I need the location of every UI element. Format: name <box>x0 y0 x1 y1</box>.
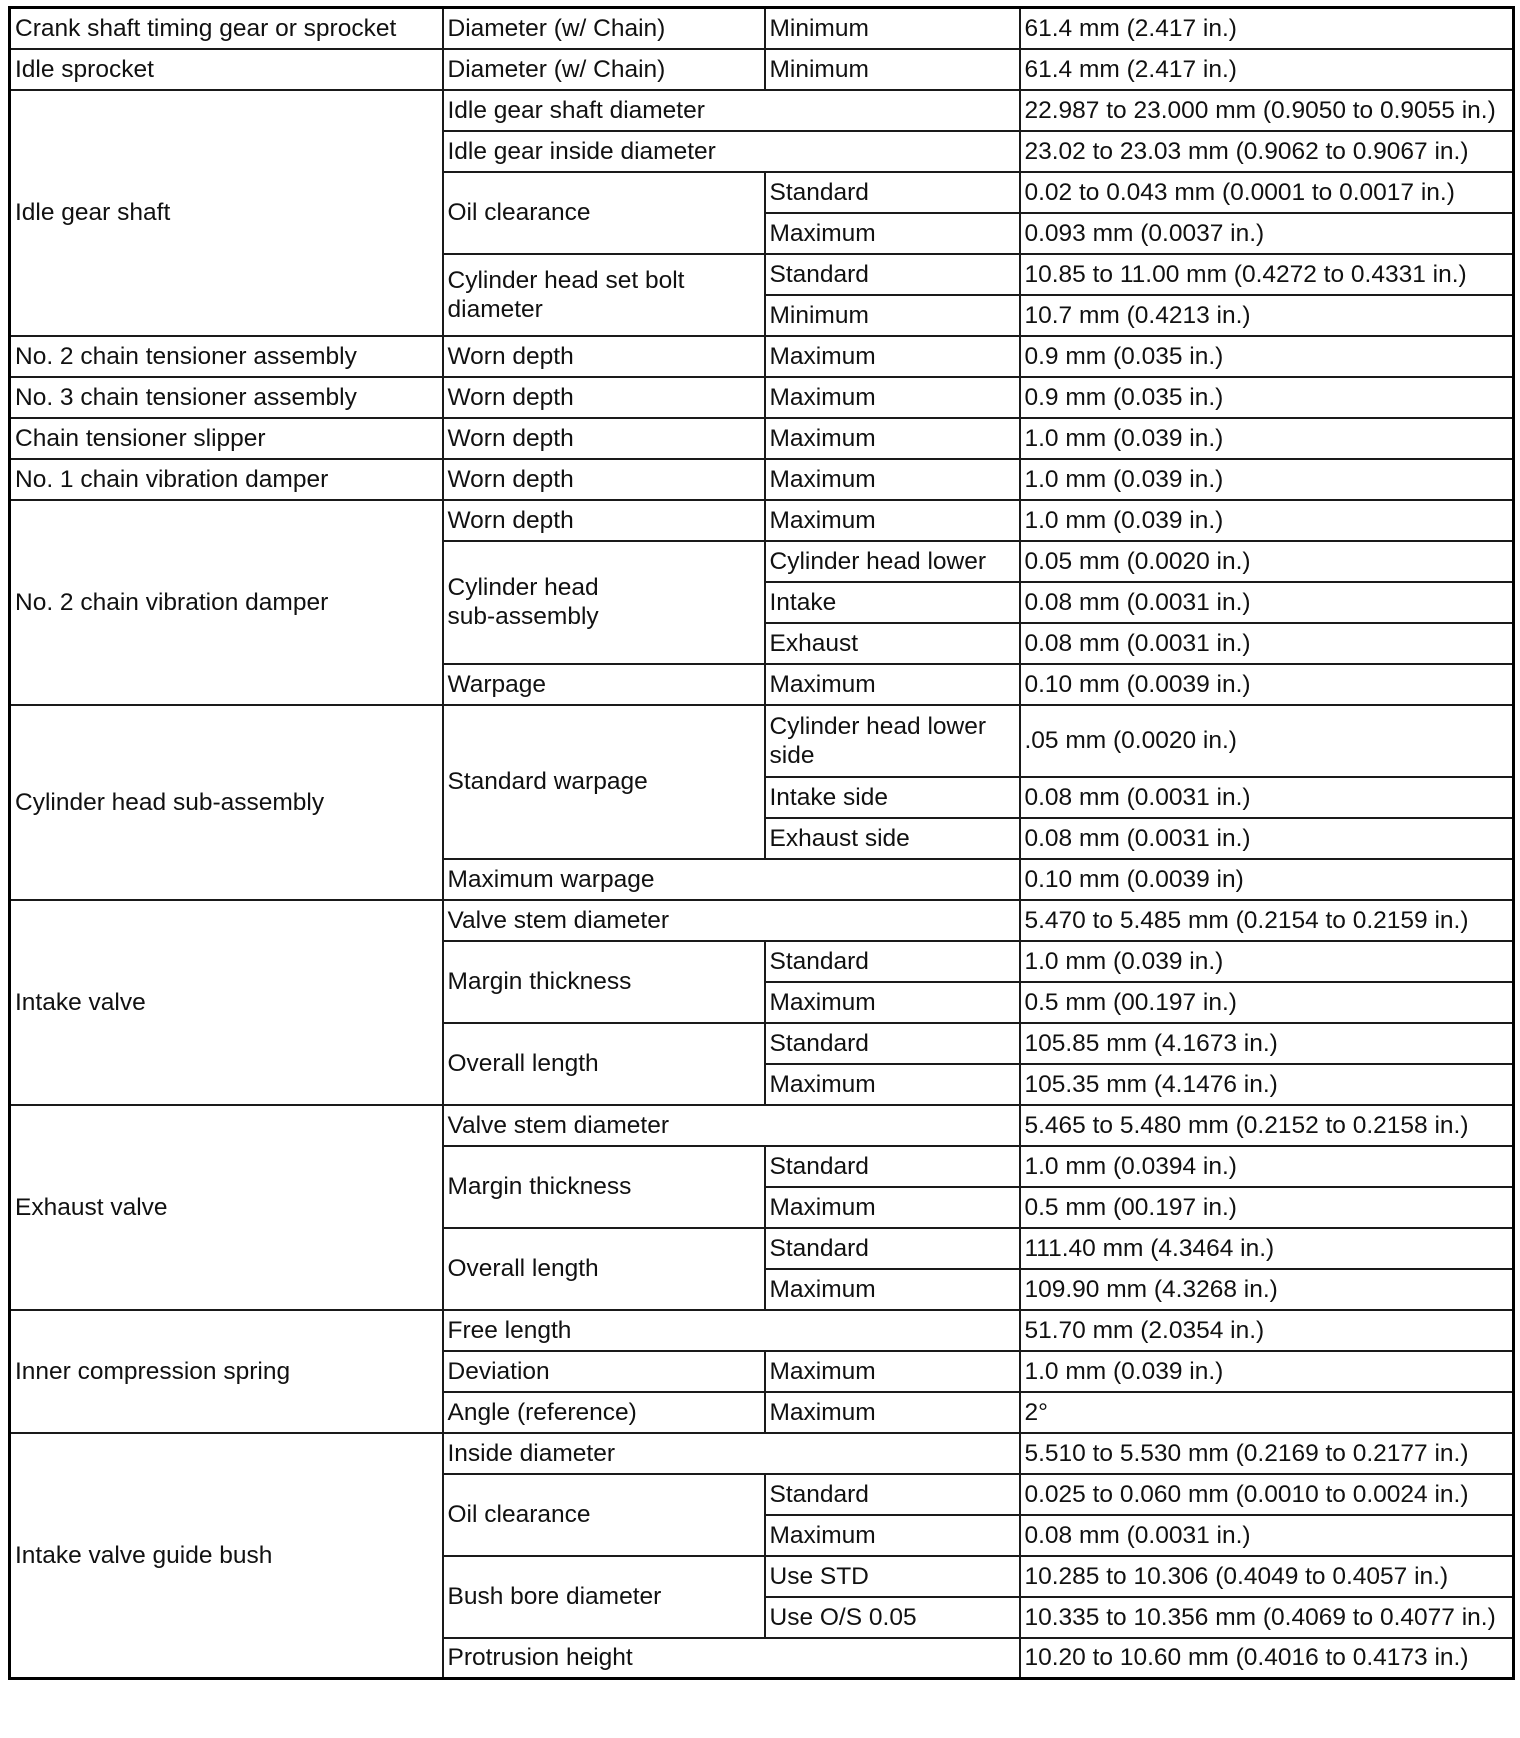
table-cell: Cylinder head lower side <box>765 705 1020 777</box>
table-cell: Maximum <box>765 1187 1020 1228</box>
table-cell: Standard <box>765 1228 1020 1269</box>
table-cell: Maximum <box>765 336 1020 377</box>
table-cell: Exhaust side <box>765 818 1020 859</box>
table-cell: Maximum <box>765 1392 1020 1433</box>
table-cell: Use STD <box>765 1556 1020 1597</box>
table-row <box>10 1105 1514 1146</box>
table-row <box>10 8 1514 49</box>
table-cell: 2° <box>1020 1392 1514 1433</box>
table-cell: 0.10 mm (0.0039 in.) <box>1020 664 1514 705</box>
table-cell: 1.0 mm (0.039 in.) <box>1020 1351 1514 1392</box>
table-cell: 1.0 mm (0.0394 in.) <box>1020 1146 1514 1187</box>
table-cell: Maximum <box>765 1515 1020 1556</box>
table-cell: Maximum <box>765 982 1020 1023</box>
table-cell: 5.470 to 5.485 mm (0.2154 to 0.2159 in.) <box>1020 900 1514 941</box>
table-cell: Maximum <box>765 664 1020 705</box>
table-cell: 0.025 to 0.060 mm (0.0010 to 0.0024 in.) <box>1020 1474 1514 1515</box>
table-cell: 0.9 mm (0.035 in.) <box>1020 336 1514 377</box>
table-cell: Maximum <box>765 500 1020 541</box>
table-cell: Maximum <box>765 377 1020 418</box>
specification-table <box>8 6 1515 1680</box>
table-row <box>10 90 1514 131</box>
table-cell: Standard <box>765 254 1020 295</box>
table-cell: 51.70 mm (2.0354 in.) <box>1020 1310 1514 1351</box>
table-cell: Minimum <box>765 295 1020 336</box>
table-cell: 0.08 mm (0.0031 in.) <box>1020 582 1514 623</box>
table-cell: 0.5 mm (00.197 in.) <box>1020 982 1514 1023</box>
table-cell: Use O/S 0.05 <box>765 1597 1020 1638</box>
table-cell: 0.08 mm (0.0031 in.) <box>1020 1515 1514 1556</box>
table-cell: Maximum <box>765 1269 1020 1310</box>
table-cell: Idle gear shaft diameter <box>443 90 1020 131</box>
table-cell: Standard <box>765 941 1020 982</box>
table-cell: 1.0 mm (0.039 in.) <box>1020 941 1514 982</box>
table-row <box>10 705 1514 777</box>
table-cell: 23.02 to 23.03 mm (0.9062 to 0.9067 in.) <box>1020 131 1514 172</box>
table-cell: No. 3 chain tensioner assembly <box>10 377 443 418</box>
table-row <box>10 418 1514 459</box>
table-cell: Intake valve <box>10 900 443 1105</box>
table-cell: 5.510 to 5.530 mm (0.2169 to 0.2177 in.) <box>1020 1433 1514 1474</box>
table-cell: 0.08 mm (0.0031 in.) <box>1020 777 1514 818</box>
table-row <box>10 1433 1514 1474</box>
table-cell: 22.987 to 23.000 mm (0.9050 to 0.9055 in.) <box>1020 90 1514 131</box>
table-cell: 1.0 mm (0.039 in.) <box>1020 459 1514 500</box>
table-cell: 10.7 mm (0.4213 in.) <box>1020 295 1514 336</box>
table-cell: Overall length <box>443 1228 765 1310</box>
table-cell: 1.0 mm (0.039 in.) <box>1020 500 1514 541</box>
table-cell: 5.465 to 5.480 mm (0.2152 to 0.2158 in.) <box>1020 1105 1514 1146</box>
table-cell: Cylinder head set bolt diameter <box>443 254 765 336</box>
table-cell: 111.40 mm (4.3464 in.) <box>1020 1228 1514 1269</box>
table-cell: Margin thickness <box>443 941 765 1023</box>
table-cell: 0.10 mm (0.0039 in) <box>1020 859 1514 900</box>
table-cell: Worn depth <box>443 377 765 418</box>
table-cell: 1.0 mm (0.039 in.) <box>1020 418 1514 459</box>
table-cell: Crank shaft timing gear or sprocket <box>10 8 443 49</box>
table-row <box>10 900 1514 941</box>
table-cell: Exhaust <box>765 623 1020 664</box>
table-cell: 61.4 mm (2.417 in.) <box>1020 8 1514 49</box>
table-cell: 0.093 mm (0.0037 in.) <box>1020 213 1514 254</box>
table-cell: Valve stem diameter <box>443 1105 1020 1146</box>
table-cell: Bush bore diameter <box>443 1556 765 1638</box>
table-cell: Standard <box>765 1474 1020 1515</box>
table-cell: Intake <box>765 582 1020 623</box>
table-cell: Margin thickness <box>443 1146 765 1228</box>
table-cell: Worn depth <box>443 500 765 541</box>
table-cell: Idle gear shaft <box>10 90 443 336</box>
table-cell: Standard <box>765 172 1020 213</box>
table-cell: Worn depth <box>443 459 765 500</box>
table-cell: Protrusion height <box>443 1638 1020 1679</box>
table-cell: Idle sprocket <box>10 49 443 90</box>
table-cell: Exhaust valve <box>10 1105 443 1310</box>
table-cell: Maximum <box>765 1064 1020 1105</box>
table-cell: Maximum <box>765 459 1020 500</box>
table-cell: Intake side <box>765 777 1020 818</box>
table-row <box>10 459 1514 500</box>
table-cell: No. 1 chain vibration damper <box>10 459 443 500</box>
table-row <box>10 49 1514 90</box>
table-row <box>10 377 1514 418</box>
table-cell: Diameter (w/ Chain) <box>443 49 765 90</box>
table-cell: Intake valve guide bush <box>10 1433 443 1679</box>
table-cell: Cylinder head sub-assembly <box>443 541 765 664</box>
table-cell: Deviation <box>443 1351 765 1392</box>
table-cell: .05 mm (0.0020 in.) <box>1020 705 1514 777</box>
table-row <box>10 336 1514 377</box>
table-cell: Idle gear inside diameter <box>443 131 1020 172</box>
table-cell: 105.35 mm (4.1476 in.) <box>1020 1064 1514 1105</box>
table-cell: Minimum <box>765 8 1020 49</box>
table-cell: 10.85 to 11.00 mm (0.4272 to 0.4331 in.) <box>1020 254 1514 295</box>
table-cell: 109.90 mm (4.3268 in.) <box>1020 1269 1514 1310</box>
table-cell: 10.20 to 10.60 mm (0.4016 to 0.4173 in.) <box>1020 1638 1514 1679</box>
table-cell: Diameter (w/ Chain) <box>443 8 765 49</box>
table-cell: No. 2 chain vibration damper <box>10 500 443 705</box>
table-cell: Cylinder head sub-assembly <box>10 705 443 900</box>
table-cell: 0.08 mm (0.0031 in.) <box>1020 623 1514 664</box>
table-cell: 10.285 to 10.306 (0.4049 to 0.4057 in.) <box>1020 1556 1514 1597</box>
table-cell: 105.85 mm (4.1673 in.) <box>1020 1023 1514 1064</box>
table-cell: Inside diameter <box>443 1433 1020 1474</box>
table-cell: Maximum <box>765 1351 1020 1392</box>
table-cell: Worn depth <box>443 336 765 377</box>
table-cell: Worn depth <box>443 418 765 459</box>
table-cell: Standard <box>765 1023 1020 1064</box>
table-cell: Free length <box>443 1310 1020 1351</box>
table-cell: 0.02 to 0.043 mm (0.0001 to 0.0017 in.) <box>1020 172 1514 213</box>
table-cell: Minimum <box>765 49 1020 90</box>
table-cell: Warpage <box>443 664 765 705</box>
table-cell: Oil clearance <box>443 172 765 254</box>
table-cell: Chain tensioner slipper <box>10 418 443 459</box>
table-cell: Valve stem diameter <box>443 900 1020 941</box>
table-cell: Standard <box>765 1146 1020 1187</box>
table-cell: Angle (reference) <box>443 1392 765 1433</box>
table-row <box>10 1310 1514 1351</box>
table-cell: Maximum <box>765 213 1020 254</box>
table-cell: Inner compression spring <box>10 1310 443 1433</box>
table-cell: 0.05 mm (0.0020 in.) <box>1020 541 1514 582</box>
table-cell: Oil clearance <box>443 1474 765 1556</box>
specification-table-body <box>10 8 1514 1679</box>
table-row <box>10 500 1514 541</box>
table-cell: 0.5 mm (00.197 in.) <box>1020 1187 1514 1228</box>
table-cell: 0.08 mm (0.0031 in.) <box>1020 818 1514 859</box>
table-cell: Standard warpage <box>443 705 765 859</box>
table-cell: Overall length <box>443 1023 765 1105</box>
table-cell: 61.4 mm (2.417 in.) <box>1020 49 1514 90</box>
table-cell: No. 2 chain tensioner assembly <box>10 336 443 377</box>
table-cell: 10.335 to 10.356 mm (0.4069 to 0.4077 in.) <box>1020 1597 1514 1638</box>
table-cell: Maximum warpage <box>443 859 1020 900</box>
table-cell: Cylinder head lower <box>765 541 1020 582</box>
table-cell: Maximum <box>765 418 1020 459</box>
table-cell: 0.9 mm (0.035 in.) <box>1020 377 1514 418</box>
